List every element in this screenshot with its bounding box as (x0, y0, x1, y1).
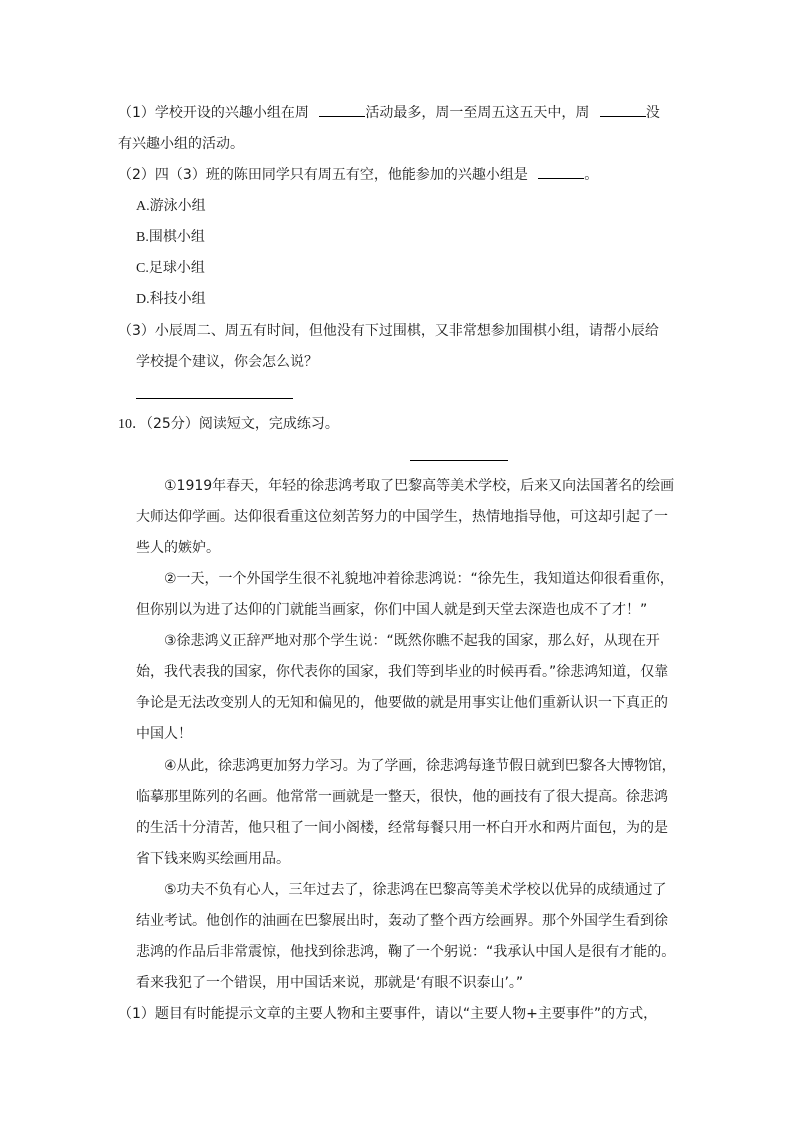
q9-sub1-blank-2[interactable] (600, 116, 646, 117)
passage-p1-line-3: 些人的嫉妒。 (136, 540, 220, 556)
passage-p5-line-1: ⑤功夫不负有心人，三年过去了，徐悲鸿在巴黎高等美术学校以优异的成绩通过了 (164, 882, 667, 898)
passage-p3-line-3: 争论是无法改变别人的无知和偏见的，他要做的就是用事实让他们重新认识一下真正的 (136, 695, 668, 711)
passage-p2-line-1: ②一天，一个外国学生很不礼貌地冲着徐悲鸿说：“徐先生，我知道达仰很看重你， (164, 571, 674, 587)
q9-sub1-blank-1[interactable] (319, 116, 365, 117)
passage-p5-line-4: 看来我犯了一个错误，用中国话来说，那就是‘有眼不识泰山’。” (136, 975, 524, 991)
q10-subquestion-1-line-1: （1）题目有时能提示文章的主要人物和主要事件，请以“主要人物+主要事件”的方式， (118, 1006, 658, 1022)
option-text: 科技小组 (149, 291, 206, 307)
passage-p4-line-4: 省下钱来购买绘画用品。 (136, 851, 290, 867)
passage-p3-line-4: 中国人！ (136, 726, 192, 742)
q9-sub1-text-a: （1）学校开设的兴趣小组在周 (118, 105, 309, 121)
q10-header (118, 414, 339, 435)
q9-option-a[interactable] (136, 196, 206, 217)
passage-p1-line-1: ①1919年春天，年轻的徐悲鸿考取了巴黎高等美术学校，后来又向法国著名的绘画 (164, 478, 675, 494)
passage-p5-line-3: 悲鸿的作品后非常震惊，他找到徐悲鸿，鞠了一个躬说：“我承认中国人是很有才能的。 (136, 944, 676, 960)
q9-subquestion-2 (118, 165, 598, 185)
q9-sub1-continuation: 有兴趣小组的活动。 (118, 136, 244, 152)
passage-p3-line-2: 始，我代表我的国家，你代表你的国家，我们等到毕业的时候再看。”徐悲鸿知道，仅靠 (136, 664, 669, 680)
q9-sub2-text-a: （2）四（3）班的陈田同学只有周五有空，他能参加的兴趣小组是 (118, 167, 528, 183)
option-letter: D. (136, 292, 150, 307)
passage-p5-line-2: 结业考试。他创作的油画在巴黎展出时，轰动了整个西方绘画界。那个外国学生看到徐 (136, 913, 668, 929)
passage-p4-line-3: 的生活十分清苦，他只租了一间小阁楼，经常每餐只用一杯白开水和两片面包，为的是 (136, 820, 668, 836)
title-answer-line[interactable] (410, 460, 508, 461)
passage-p4-line-2: 临摹那里陈列的名画。他常常一画就是一整天，很快，他的画技有了很大提高。徐悲鸿 (136, 789, 668, 805)
passage-p1-line-2: 大师达仰学画。达仰很看重这位刻苦努力的中国学生，热情地指导他，可这却引起了一 (136, 509, 668, 525)
q9-subquestion-3-line-2: 学校提个建议，你会怎么说？ (136, 354, 318, 370)
option-letter: C. (136, 261, 149, 276)
option-text: 游泳小组 (149, 198, 206, 214)
passage-p2-line-2: 但你别以为进了达仰的门就能当画家，你们中国人就是到天堂去深造也成不了才！” (136, 602, 648, 618)
option-letter: A. (136, 199, 150, 214)
q9-option-d[interactable] (136, 289, 206, 310)
q9-sub1-text-c: 没 (645, 105, 660, 121)
q9-option-c[interactable] (136, 258, 205, 279)
option-text: 足球小组 (148, 260, 205, 276)
q9-sub2-text-b: 。 (584, 167, 599, 183)
option-text: 围棋小组 (148, 229, 205, 245)
option-letter: B. (136, 230, 149, 245)
q9-sub2-blank[interactable] (538, 178, 584, 179)
passage-p3-line-1: ③徐悲鸿义正辞严地对那个学生说：“既然你瞧不起我的国家，那么好，从现在开 (164, 633, 660, 649)
question-instruction: 阅读短文，完成练习。 (198, 416, 339, 432)
q9-sub3-answer-line[interactable] (136, 398, 293, 399)
q9-option-b[interactable] (136, 227, 205, 248)
question-number: 10． (118, 417, 146, 432)
q9-subquestion-3-line-1: （3）小辰周二、周五有时间，但他没有下过围棋，又非常想参加围棋小组，请帮小辰给 (118, 323, 659, 339)
question-points: （25分） (146, 416, 199, 432)
passage-p4-line-1: ④从此，徐悲鸿更加努力学习。为了学画，徐悲鸿每逢节假日就到巴黎各大博物馆， (164, 758, 676, 774)
q9-subquestion-1 (118, 103, 660, 123)
q9-sub1-text-b: 活动最多，周一至周五这五天中，周 (365, 105, 590, 121)
